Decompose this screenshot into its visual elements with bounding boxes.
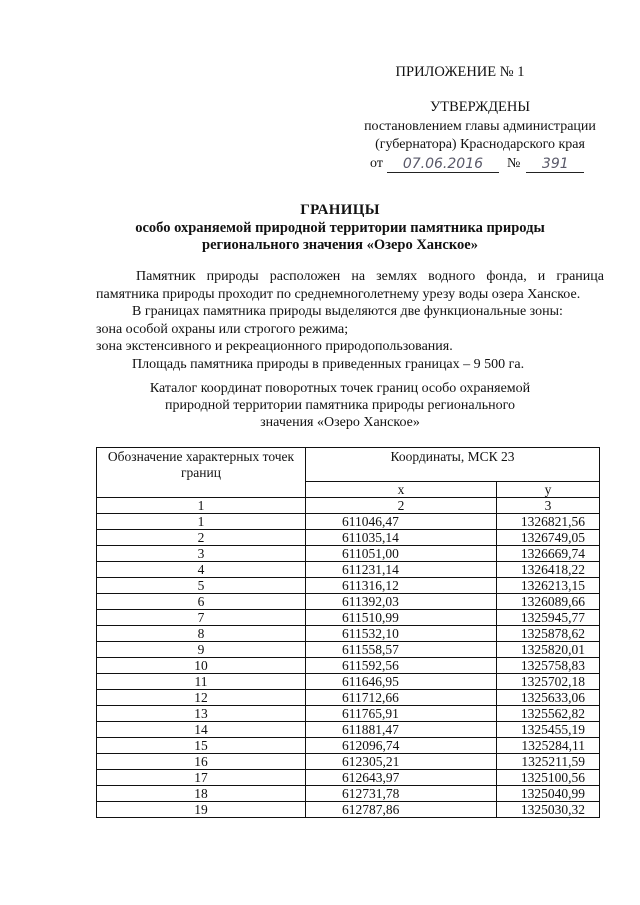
coord-y: 1326821,56 <box>497 514 600 530</box>
col-number-3: 3 <box>497 498 600 514</box>
zone-2: зона экстенсивного и рекреационного природопользования. <box>96 339 453 354</box>
table-row <box>97 562 600 578</box>
point-number: 5 <box>97 578 306 594</box>
coord-y: 1326749,05 <box>497 530 600 546</box>
point-number: 11 <box>97 674 306 690</box>
approval-line-2: (губернатора) Краснодарского края <box>375 137 585 152</box>
point-number: 4 <box>97 562 306 578</box>
zone-1: зона особой охраны или строгого режима; <box>96 321 349 337</box>
coord-y: 1325702,18 <box>497 674 600 690</box>
coordinates-table <box>96 447 600 818</box>
coord-y: 1326213,15 <box>497 578 600 594</box>
coord-x: 612731,78 <box>306 786 497 802</box>
coord-y: 1325945,77 <box>497 610 600 626</box>
coord-x: 611231,14 <box>306 562 497 578</box>
coord-x: 611646,95 <box>306 674 497 690</box>
coord-y: 1325211,59 <box>497 754 600 770</box>
table-column-numbers-row <box>97 498 600 514</box>
table-row <box>97 770 600 786</box>
paragraph-location: Памятник природы расположен на землях водного фонда, и граница памятника природы проходит по среднемноголетнему урезу воды озера Ханское. <box>96 269 604 302</box>
coord-y: 1325284,11 <box>497 738 600 754</box>
coord-x: 612305,21 <box>306 754 497 770</box>
point-number: 7 <box>97 610 306 626</box>
col-number-1: 1 <box>97 498 306 514</box>
col-number-2: 2 <box>306 498 497 514</box>
coord-x: 611392,03 <box>306 594 497 610</box>
header-point-designation: Обозначение характерных точек границ <box>97 448 306 498</box>
approved-heading: УТВЕРЖДЕНЫ <box>429 99 531 115</box>
decree-date-number <box>360 155 600 173</box>
coord-x: 612643,97 <box>306 770 497 786</box>
table-row <box>97 578 600 594</box>
catalog-line-3: значения «Озеро Ханское» <box>260 415 420 430</box>
coord-x: 611558,57 <box>306 642 497 658</box>
title-line-3: регионального значения «Озеро Ханское» <box>202 237 478 253</box>
coord-x: 612096,74 <box>306 738 497 754</box>
coord-y: 1325455,19 <box>497 722 600 738</box>
point-number: 12 <box>97 690 306 706</box>
point-number: 15 <box>97 738 306 754</box>
point-number: 3 <box>97 546 306 562</box>
number-label: № <box>506 156 521 171</box>
coord-x: 611035,14 <box>306 530 497 546</box>
table-row <box>97 594 600 610</box>
point-number: 10 <box>97 658 306 674</box>
table-row <box>97 706 600 722</box>
point-number: 1 <box>97 514 306 530</box>
table-row <box>97 674 600 690</box>
appendix-label: ПРИЛОЖЕНИЕ № 1 <box>395 64 525 80</box>
approval-line-1: постановлением главы администрации <box>364 119 596 134</box>
coord-x: 611051,00 <box>306 546 497 562</box>
point-number: 18 <box>97 786 306 802</box>
table-row <box>97 802 600 818</box>
table-row <box>97 530 600 546</box>
header-x: x <box>306 482 497 498</box>
table-row <box>97 658 600 674</box>
coord-y: 1325562,82 <box>497 706 600 722</box>
point-number: 13 <box>97 706 306 722</box>
coord-x: 611046,47 <box>306 514 497 530</box>
description-text <box>96 268 604 373</box>
table-row <box>97 514 600 530</box>
date-prefix: от <box>370 156 383 171</box>
coord-x: 611316,12 <box>306 578 497 594</box>
table-row <box>97 722 600 738</box>
title-main: ГРАНИЦЫ <box>300 202 380 218</box>
coord-y: 1326418,22 <box>497 562 600 578</box>
table-row <box>97 626 600 642</box>
coord-x: 611510,99 <box>306 610 497 626</box>
coord-y: 1325030,32 <box>497 802 600 818</box>
approval-block <box>360 98 600 173</box>
point-number: 19 <box>97 802 306 818</box>
catalog-line-2: природной территории памятника природы регионального <box>165 398 515 413</box>
handwritten-number: 391 <box>526 156 584 173</box>
table-row <box>97 610 600 626</box>
header-y: y <box>497 482 600 498</box>
catalog-caption <box>120 380 560 431</box>
point-number: 6 <box>97 594 306 610</box>
catalog-line-1: Каталог координат поворотных точек границ особо охраняемой <box>149 381 531 396</box>
paragraph-zones: В границах памятника природы выделяются две функциональные зоны: <box>132 304 563 319</box>
point-number: 14 <box>97 722 306 738</box>
table-row <box>97 642 600 658</box>
coord-x: 612787,86 <box>306 802 497 818</box>
coord-y: 1325758,83 <box>497 658 600 674</box>
coord-y: 1326669,74 <box>497 546 600 562</box>
coord-x: 611532,10 <box>306 626 497 642</box>
table-row <box>97 546 600 562</box>
table-row <box>97 738 600 754</box>
paragraph-area: Площадь памятника природы в приведенных границах – 9 500 га. <box>132 356 525 372</box>
coord-y: 1326089,66 <box>497 594 600 610</box>
table-header-row <box>97 448 600 482</box>
point-number: 9 <box>97 642 306 658</box>
document-title <box>110 202 570 254</box>
coord-x: 611881,47 <box>306 722 497 738</box>
coord-y: 1325820,01 <box>497 642 600 658</box>
table-row <box>97 690 600 706</box>
coord-x: 611765,91 <box>306 706 497 722</box>
header-coordinates: Координаты, МСК 23 <box>306 448 600 482</box>
coord-y: 1325878,62 <box>497 626 600 642</box>
table-row <box>97 786 600 802</box>
point-number: 17 <box>97 770 306 786</box>
table-row <box>97 754 600 770</box>
point-number: 2 <box>97 530 306 546</box>
coord-y: 1325040,99 <box>497 786 600 802</box>
coord-x: 611712,66 <box>306 690 497 706</box>
coord-y: 1325633,06 <box>497 690 600 706</box>
coord-y: 1325100,56 <box>497 770 600 786</box>
coord-x: 611592,56 <box>306 658 497 674</box>
handwritten-date: 07.06.2016 <box>387 156 499 173</box>
title-line-2: особо охраняемой природной территории памятника природы <box>135 220 545 236</box>
point-number: 8 <box>97 626 306 642</box>
point-number: 16 <box>97 754 306 770</box>
